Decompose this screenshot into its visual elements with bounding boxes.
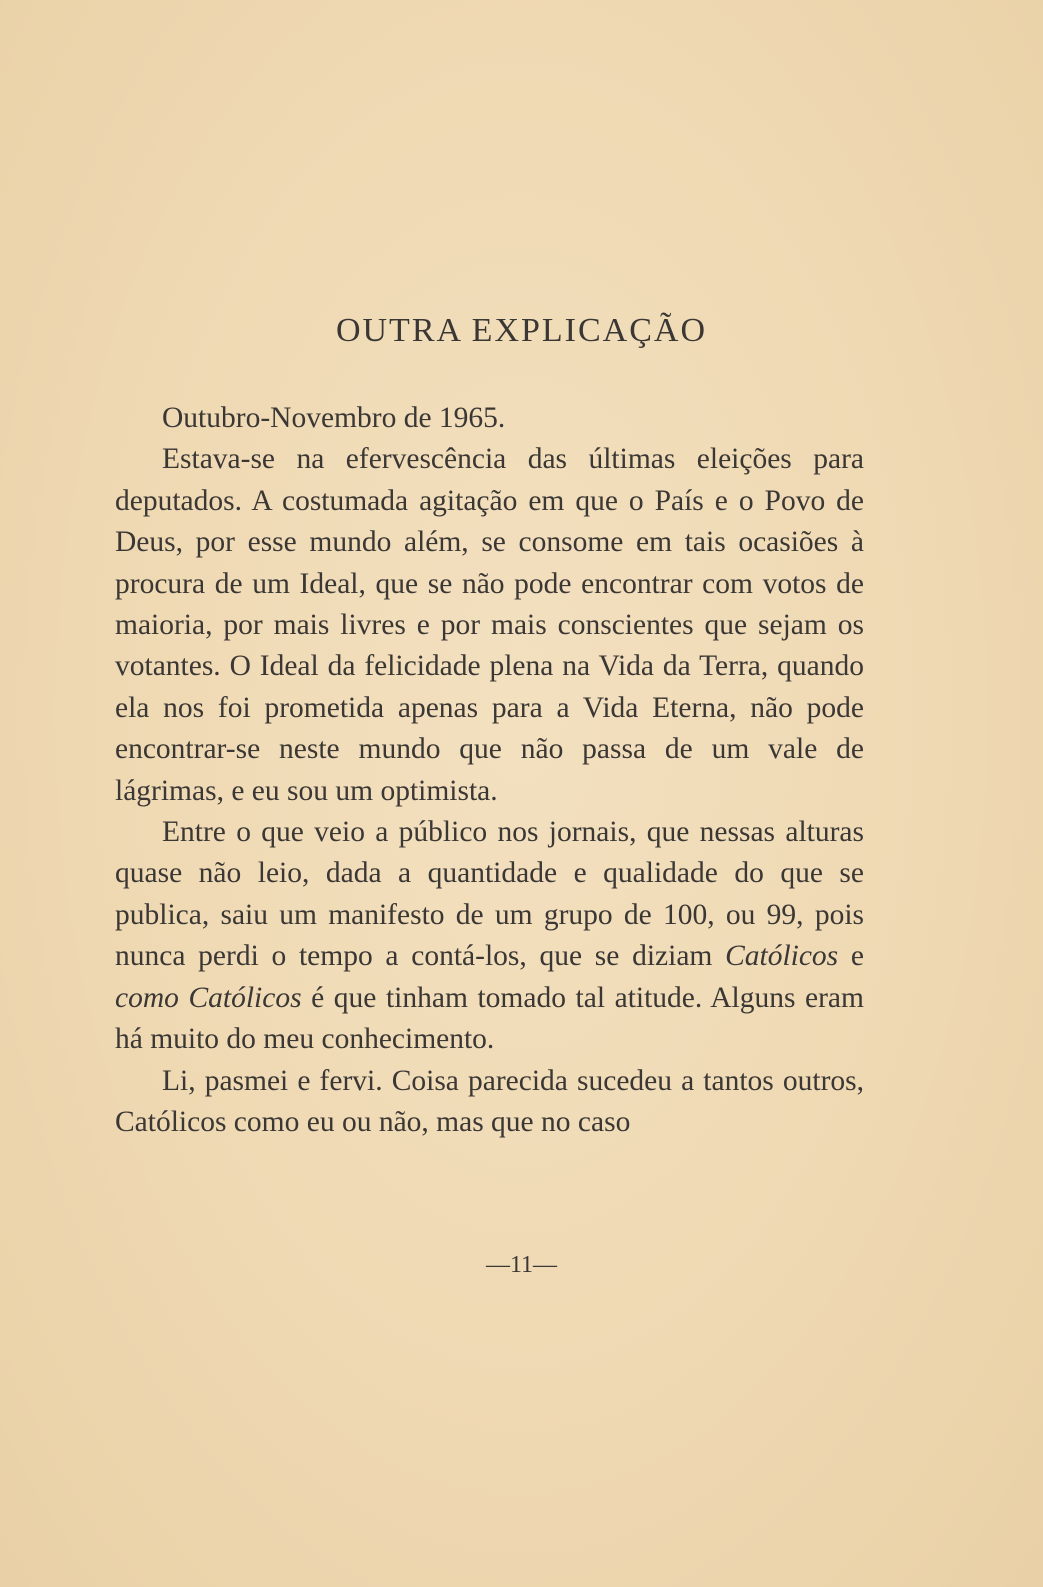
paragraph-2-part-2: e: [838, 940, 864, 973]
paragraph-2: [115, 812, 864, 1060]
date-line: Outubro-Novembro de 1965.: [162, 402, 506, 434]
paragraph-2-part-1: Entre o que veio a público nos jornais, que nessas alturas quase não leio, dada a quantidade e qualidade do que se publica, saiu um manifesto de um grupo de 100, ou 99, pois nunca perdi o tempo a contá-los, que se diziam: [115, 816, 864, 973]
italic-catolicos: Católicos: [725, 940, 839, 973]
italic-como-catolicos: como Católicos: [115, 981, 302, 1014]
paragraph-3: Li, pasmei e fervi. Coisa parecida sucedeu a tantos outros, Católicos como eu ou não, mas que no caso: [115, 1064, 864, 1138]
body-text: [115, 398, 864, 1143]
paragraph-2-part-3: é que tinham tomado tal atitude. Alguns eram há muito do meu conhecimento.: [115, 981, 864, 1056]
paragraph-1: Estava-se na efervescência das últimas eleições para deputados. A costumada agitação em que o País e o Povo de Deus, por esse mundo além, se consome em tais ocasiões à procura de um Ideal, que se não pode encontrar com votos de maioria, por mais livres e por mais conscientes que sejam os votantes. O Ideal da felicidade plena na Vida da Terra, quando ela nos foi prometida apenas para a Vida Eterna, não pode encontrar-se neste mundo que não passa de um vale de lágrimas, e eu sou um optimista.: [115, 443, 864, 807]
page-number: —11—: [485, 1252, 558, 1278]
chapter-title: OUTRA EXPLICAÇÃO: [335, 312, 708, 349]
